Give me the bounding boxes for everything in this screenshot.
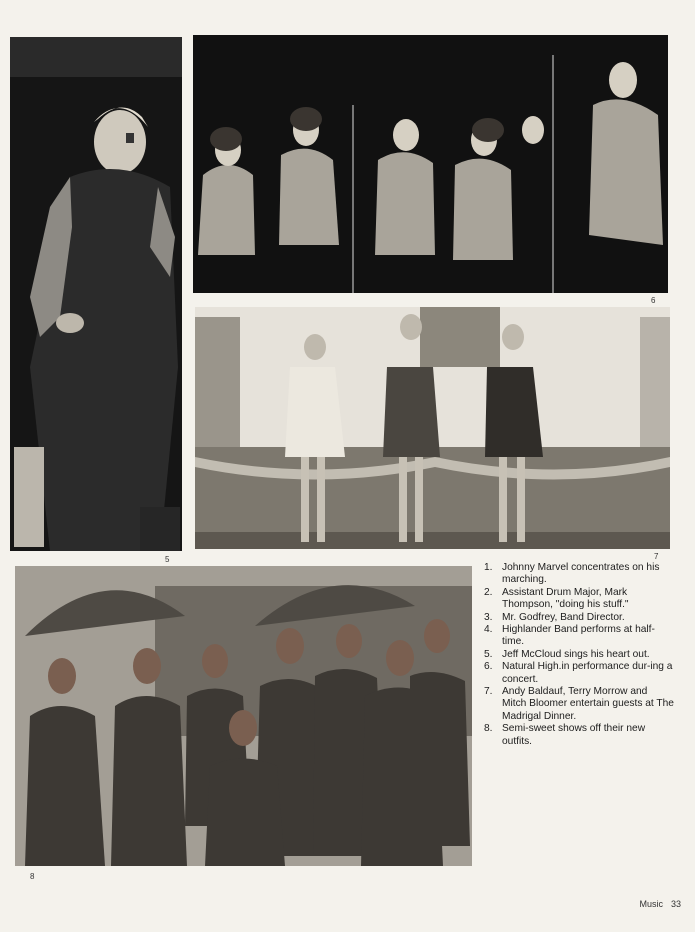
- photo-madrigal-dinner: [195, 307, 670, 549]
- caption-item: 6. Natural High.in performance dur-ing a concert.: [484, 661, 673, 685]
- photo-natural-high: [193, 35, 668, 293]
- caption-item: 3. Mr. Godfrey, Band Director.: [484, 611, 625, 623]
- caption-item: 2. Assistant Drum Major, Mark Thompson, "doing his stuff.": [484, 586, 629, 611]
- photo-number-6: 6: [651, 296, 656, 305]
- photo-number-5: 5: [165, 555, 170, 564]
- caption-item: 8. Semi-sweet shows off their new outfits.: [484, 723, 646, 747]
- photo-singer: [10, 37, 182, 551]
- caption-item: 1. Johnny Marvel concentrates on his marching.: [484, 562, 660, 586]
- page-footer: [631, 899, 681, 909]
- section-name: Music: [639, 899, 663, 909]
- caption-item: 7. Andy Baldauf, Terry Morrow and Mitch Bloomer entertain guests at The Madrigal Dinner.: [484, 686, 674, 722]
- photo-semi-sweet: [15, 566, 472, 866]
- photo-captions: [484, 562, 674, 748]
- caption-item: 5. Jeff McCloud sings his heart out.: [484, 648, 650, 660]
- photo-number-7: 7: [654, 552, 659, 561]
- caption-item: 4. Highlander Band performs at half-time.: [484, 624, 655, 648]
- photo-number-8: 8: [30, 872, 35, 881]
- page-number: 33: [670, 899, 681, 909]
